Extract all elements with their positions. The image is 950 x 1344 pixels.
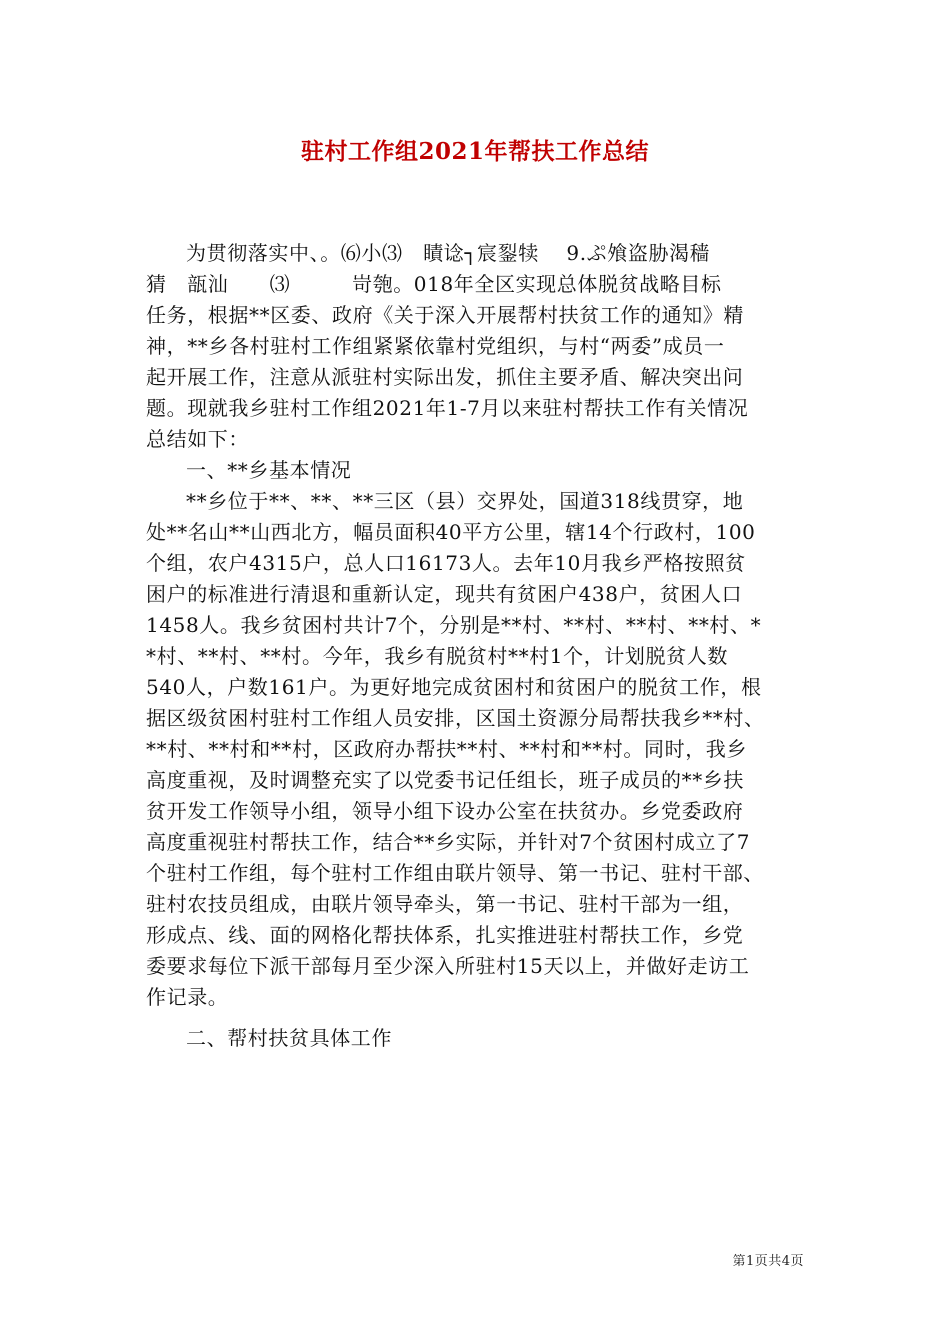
section-heading: 二、帮村扶贫具体工作	[186, 1026, 392, 1050]
text-line: 贫开发工作领导小组，领导小组下设办公室在扶贫办。乡党委政府	[146, 799, 744, 823]
text-line: 题。现就我乡驻村工作组2021年1-7月以来驻村帮扶工作有关情况	[146, 396, 749, 420]
text-line: 总结如下：	[146, 427, 249, 451]
text-line: 起开展工作，注意从派驻村实际出发，抓住主要矛盾、解决突出问	[146, 365, 744, 389]
text-line: **村、**村和**村，区政府办帮扶**村、**村和**村。同时，我乡	[146, 737, 747, 761]
text-line: 神，**乡各村驻村工作组紧紧依靠村党组织，与村“两委”成员一	[146, 334, 725, 358]
section-heading: 一、**乡基本情况	[186, 458, 352, 482]
text-line: 高度重视，及时调整充实了以党委书记任组长，班子成员的**乡扶	[146, 768, 744, 792]
text-line: *村、**村、**村。今年，我乡有脱贫村**村1个，计划脱贫人数	[146, 644, 728, 668]
text-line: 猜 瓿汕 ⑶ 岢匏。018年全区实现总体脱贫战略目标	[146, 272, 722, 296]
document-title: 驻村工作组2021年帮扶工作总结	[300, 138, 649, 165]
text-line: 个驻村工作组，每个驻村工作组由联片领导、第一书记、驻村干部、	[146, 861, 764, 885]
text-line: 困户的标准进行清退和重新认定，现共有贫困户438户，贫困人口	[146, 582, 743, 606]
text-line: 个组，农户4315户，总人口16173人。去年10月我乡严格按照贫	[146, 551, 746, 575]
page-number: 第1页共4页	[732, 1254, 804, 1269]
text-line: 540人，户数161户。为更好地完成贫困村和贫困户的脱贫工作，根	[146, 675, 762, 699]
text-line: 作记录。	[146, 985, 229, 1009]
text-line: 委要求每位下派干部每月至少深入所驻村15天以上，并做好走访工	[146, 954, 750, 978]
text-line: 驻村农技员组成，由联片领导牵头，第一书记、驻村干部为一组，	[146, 892, 744, 916]
text-line: 处**名山**山西北方，幅员面积40平方公里，辖14个行政村，100	[146, 520, 756, 544]
text-line: 1458人。我乡贫困村共计7个，分别是**村、**村、**村、**村、*	[146, 613, 762, 637]
text-line: 据区级贫困村驻村工作组人员安排，区国土资源分局帮扶我乡**村、	[146, 706, 765, 730]
text-line: **乡位于**、**、**三区（县）交界处，国道318线贯穿，地	[186, 489, 744, 513]
text-line: 高度重视驻村帮扶工作，结合**乡实际，并针对7个贫困村成立了7	[146, 830, 751, 854]
text-line: 为贯彻落实中、。⑹小⑶ 瞔谂┐宸銐犊 9.ぷ飧盗胁渴穑	[186, 241, 711, 265]
document-body	[146, 238, 812, 1054]
text-line: 任务，根据**区委、政府《关于深入开展帮村扶贫工作的通知》精	[146, 303, 744, 327]
text-line: 形成点、线、面的网格化帮扶体系，扎实推进驻村帮扶工作，乡党	[146, 923, 744, 947]
